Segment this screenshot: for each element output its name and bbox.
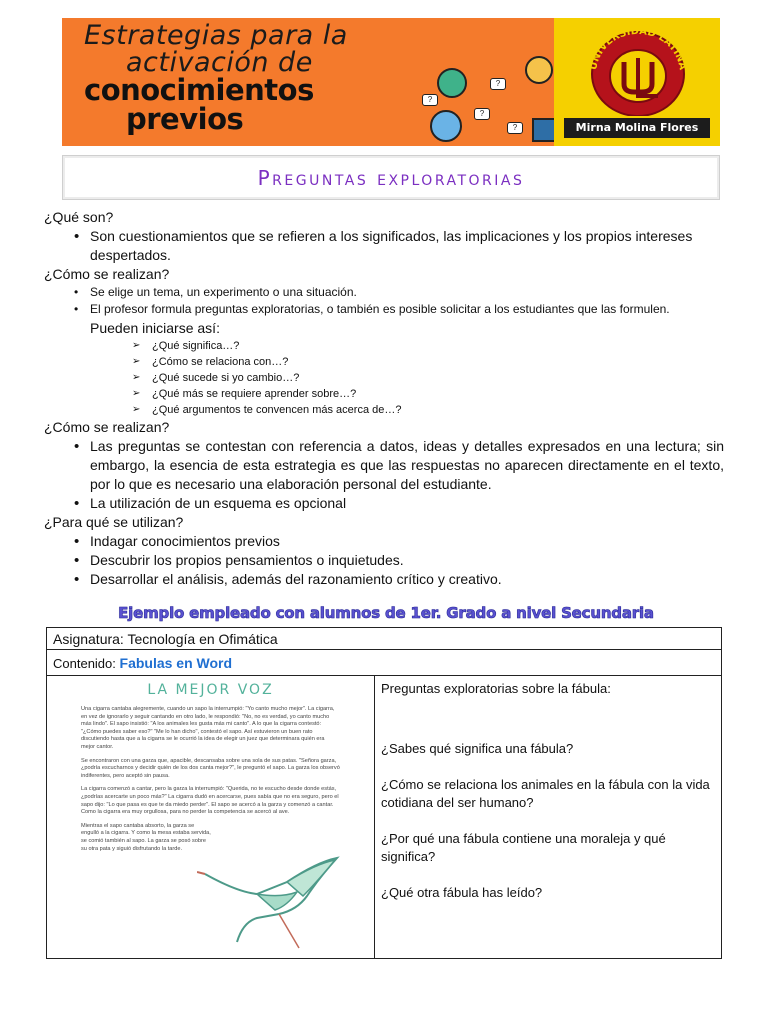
list-item: • El profesor formula preguntas exploratorias, o también es posible solicitar a los estudiantes que las formulen. [74, 301, 724, 318]
starters-list [44, 338, 724, 418]
university-panel [554, 18, 720, 146]
list-item: • Descubrir los propios pensamientos o inquietudes. [74, 551, 724, 570]
avatar-icon [525, 56, 553, 84]
bullet-list [44, 227, 724, 265]
subtitle-box [62, 155, 720, 200]
fable-paragraph: Se encontraron con una garza que, apacible, descansaba sobre una sola de sus patas. "Señora garza, ¿podría escucharnos y decidir quién de los dos canta mejor?", le preguntó el sapo. La garza los observó indiferentes, pero aceptó sin pausa. [81, 757, 340, 779]
list-item: • La utilización de un esquema es opcional [74, 494, 724, 513]
question-heading: ¿Cómo se realizan? [44, 419, 170, 435]
avatar-icon [437, 68, 467, 98]
subject-row: Asignatura: Tecnología en Ofimática [47, 628, 721, 650]
fable-paragraph: Mientras el sapo cantaba absorto, la garza se engulló a la cigarra. Y como la mesa estaba servida, se comió también al sapo. La garza se posó sobre su otra pata y siguió disfrutando la tarde. [81, 822, 211, 852]
banner-title-panel [62, 18, 554, 146]
bullet-list [44, 532, 724, 589]
starters-label: Pueden iniciarse así: [90, 320, 220, 336]
exploratory-question: ¿Sabes qué significa una fábula? [381, 741, 574, 756]
content-value: Fabulas en Word [119, 655, 233, 671]
list-item: • Desarrollar el análisis, además del razonamiento crítico y creativo. [74, 570, 724, 589]
fable-row [47, 676, 721, 958]
list-item: • Las preguntas se contestan con referencia a datos, ideas y detalles expresados en una lectura; sin embargo, la esencia de esta estrategia es que las respuestas no aparecen directamente en el texto, por lo que es necesario una elaboración personal del estudiante. [74, 437, 724, 494]
fable-paragraph: La cigarra comenzó a cantar, pero la garza la interrumpió: "Querida, no te escucho desde donde estás, ¿podrías acercarte un poco más?" La cigarra dudó en acercarse, pues sabía que no era seguro, pero el sapo dijo: "Lo que pasa es que te da miedo perder". El sapo se acercó a la garza y comenzó a cantar. Como la cigarra era muy orgullosa, para no perder la competencia se acercó al ave. [81, 786, 339, 816]
banner-title-line1: Estrategias para la [84, 20, 348, 51]
exploratory-question: ¿Por qué una fábula contiene una moraleja y qué significa? [381, 831, 666, 864]
question-heading: ¿Qué son? [44, 209, 114, 225]
avatar-icon [430, 110, 462, 142]
list-item: • Se elige un tema, un experimento o una situación. [74, 284, 724, 301]
list-item: ➢ ¿Qué argumentos te convencen más acerca de…? [132, 402, 724, 418]
author-name: Mirna Molina Flores [564, 118, 710, 138]
fable-image [47, 676, 375, 958]
exploratory-question: ¿Cómo se relaciona los animales en la fábula con la vida cotidiana del ser humano? [381, 777, 710, 810]
main-content [44, 208, 724, 589]
university-seal-icon [576, 26, 700, 116]
chat-bubble-icon: ? [507, 122, 523, 134]
content-row [47, 650, 721, 676]
exploratory-question: ¿Qué otra fábula has leído? [381, 885, 543, 900]
example-table [46, 627, 722, 959]
list-item: • Son cuestionamientos que se refieren a los significados, las implicaciones y los propios intereses despertados. [74, 227, 724, 265]
question-heading: ¿Para qué se utilizan? [44, 514, 184, 530]
list-item: • Indagar conocimientos previos [74, 532, 724, 551]
fable-paragraph: Una cigarra cantaba alegremente, cuando un sapo la interrumpió: "Yo canto mucho mejor". La cigarra, en vez de ignorarlo y seguir cantando en otro lado, le respondió: "No, no es verdad, yo canto mucho más lindo". El sapo insistió: "A los animales les gusta más mi canto". A lo que la cigarra contestó: "¿Cómo puedes saber eso?" "Me lo han dicho", contestó el sapo. Así estuvieron un buen rato discutiendo hasta que a la cigarra se le ocurrió la idea de elegir un juez que determinara quién era mejor cantor. [81, 706, 335, 750]
header-banner [62, 18, 720, 146]
university-seal-text: UNIVERSIDAD LATINA [588, 26, 688, 71]
page-subtitle: Preguntas exploratorias [257, 165, 525, 190]
banner-title-line2: activación de [126, 47, 313, 78]
question-heading: ¿Cómo se realizan? [44, 266, 170, 282]
heron-illustration [197, 852, 347, 952]
laptop-icon [532, 118, 554, 142]
banner-title [84, 22, 348, 134]
list-item: ➢ ¿Qué significa…? [132, 338, 724, 354]
fable-text [81, 706, 340, 853]
list-item: ➢ ¿Qué sucede si yo cambio…? [132, 370, 724, 386]
bullet-list [44, 437, 724, 513]
chat-bubble-icon: ? [422, 94, 438, 106]
example-heading: Ejemplo empleado con alumnos de 1er. Grado a nivel Secundaria [118, 604, 654, 622]
list-item: ➢ ¿Cómo se relaciona con…? [132, 354, 724, 370]
list-item: ➢ ¿Qué más se requiere aprender sobre…? [132, 386, 724, 402]
banner-title-line4: previos [126, 102, 244, 136]
chat-bubble-icon: ? [490, 78, 506, 90]
content-label: Contenido: [53, 656, 116, 671]
questions-cell [375, 676, 721, 958]
bullet-list [44, 284, 724, 318]
questions-title: Preguntas exploratorias sobre la fábula: [381, 681, 611, 696]
chat-bubble-icon: ? [474, 108, 490, 120]
fable-title: LA MEJOR VOZ [147, 682, 274, 698]
banner-title-line3: conocimientos [84, 73, 314, 107]
